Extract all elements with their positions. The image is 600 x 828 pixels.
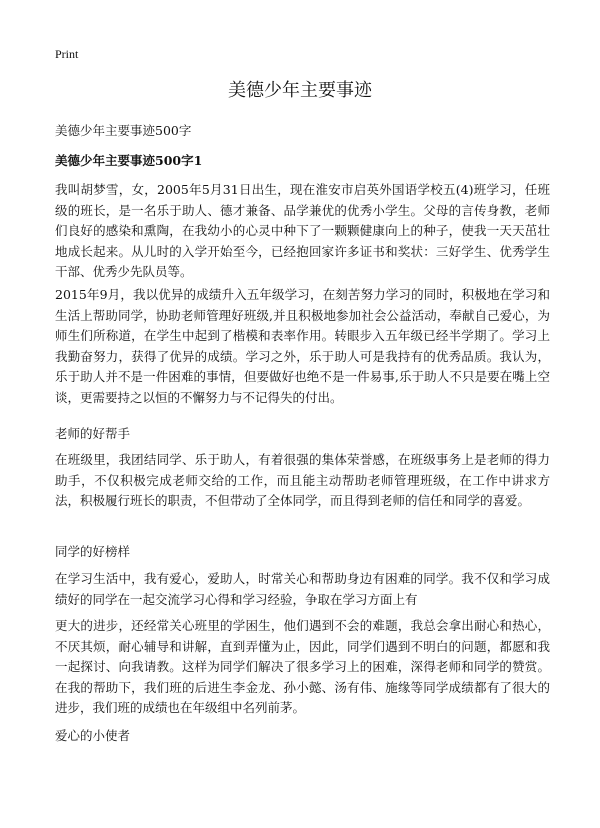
paragraph-study: 2015年9月，我以优异的成绩升入五年级学习，在刻苦努力学习的同时，积极地在学习和生活上帮助同学，协助老师管理好班级,并且积极地参加社会公益活动，奉献自己爱心，为师生们所称道，在学生中起到了楷模和表率作用。转眼步入五年级已经半学期了。学习上我勤奋努力，获得了优异的成绩。学习之外，乐于助人可是我持有的优秀品质。我认为，乐于助人并不是一件困难的事情，但要做好也绝不是一件易事,乐于助人不只是要在嘴上空谈，更需要持之以恒的不懈努力与不记得失的付出。 (55, 287, 550, 405)
section-label-teacher-helper: 老师的好帮手 (55, 426, 131, 441)
section-label-caring-messenger: 爱心的小使者 (55, 728, 131, 743)
article-heading: 美德少年主要事迹500字1 (55, 153, 203, 168)
paragraph-progress: 更大的进步，还经常关心班里的学困生，他们遇到不会的难题，我总会拿出耐心和热心，不厌其烦，耐心辅导和讲解，直到弄懂为止，因此，同学们遇到不明白的问题，都愿和我一起探讨、向我请教。这样为同学们解决了很多学习上的困难，深得老师和同学的赞赏。在我的帮助下，我们班的后进生李金龙、孙小懿、汤有伟、施缘等同学成绩都有了很大的进步，我们班的成绩也在年级组中名列前茅。 (55, 618, 550, 715)
paragraph-helping-classmates: 在学习生活中，我有爱心，爱助人，时常关心和帮助身边有困难的同学。我不仅和学习成绩好的同学在一起交流学习心得和学习经验，争取在学习方面上有 (55, 571, 550, 607)
print-link[interactable]: Print (55, 47, 79, 61)
page-title: 美德少年主要事迹 (228, 80, 372, 101)
paragraph-class-monitor: 在班级里，我团结同学、乐于助人，有着很强的集体荣誉感，在班级事务上是老师的得力助手，不仅积极完成老师交给的工作，而且能主动帮助老师管理班级，在工作中讲求方法，积极履行班长的职责，不但带动了全体同学，而且得到老师的信任和同学的喜爱。 (55, 452, 550, 508)
paragraph-intro: 我叫胡梦雪，女，2005年5月31日出生，现在淮安市启英外国语学校五(4)班学习，任班级的班长，是一名乐于助人、德才兼备、品学兼优的优秀小学生。父母的言传身教，老师们良好的感染和熏陶，在我幼小的心灵中种下了一颗颗健康向上的种子，使我一天天茁壮地成长起来。从儿时的入学开始至今，已经抱回家许多证书和奖状：三好学生、优秀学生干部、优秀少先队员等。 (55, 182, 550, 279)
section-label-classmate-model: 同学的好榜样 (55, 544, 131, 559)
article-subtitle: 美德少年主要事迹500字 (55, 123, 192, 138)
